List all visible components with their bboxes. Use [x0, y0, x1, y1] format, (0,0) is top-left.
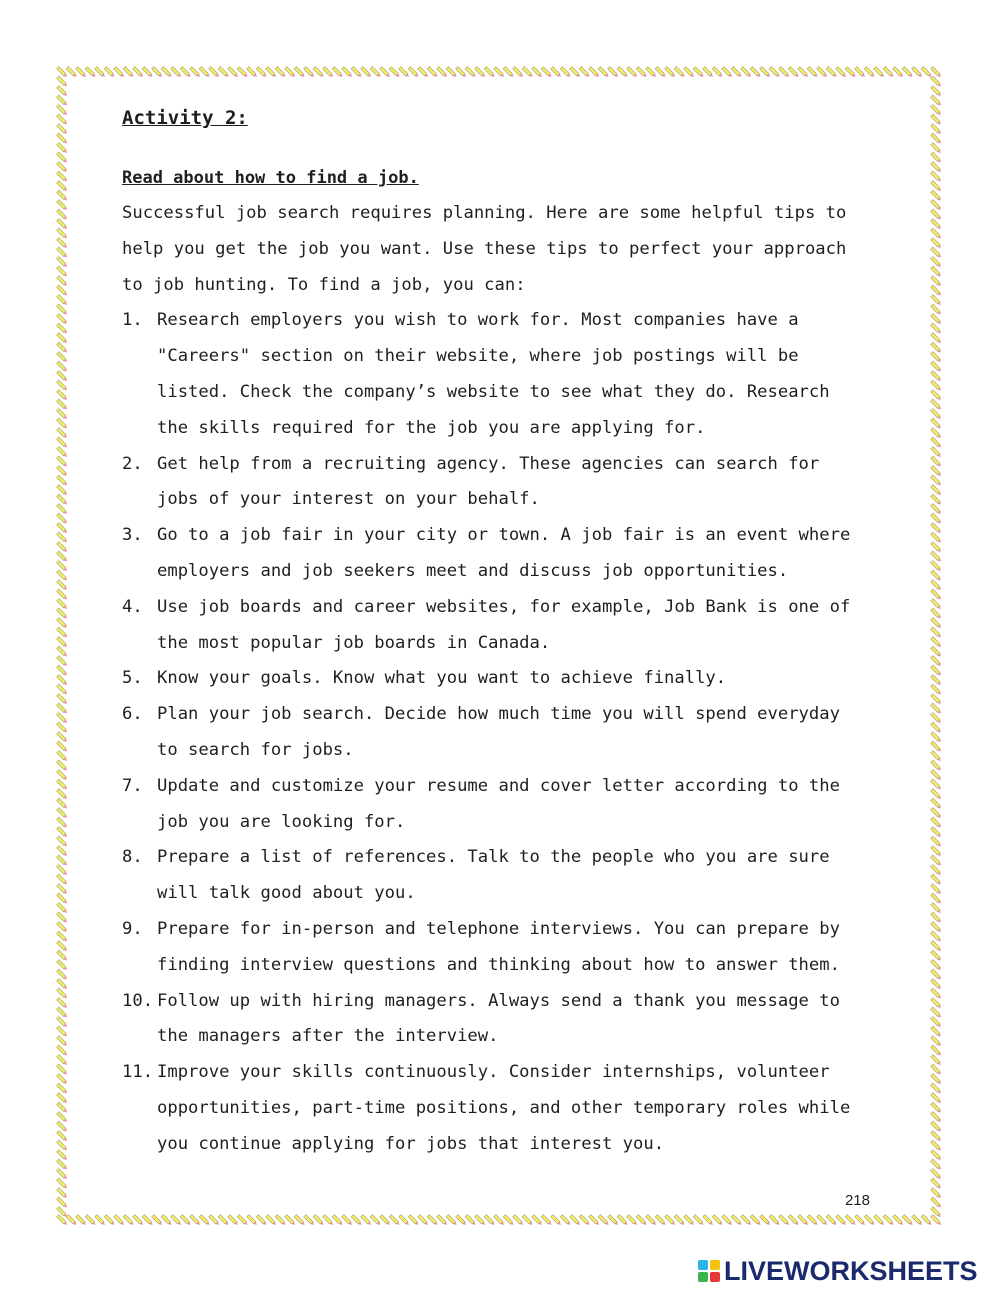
worksheet-content	[122, 100, 862, 1163]
tip-item	[122, 1055, 862, 1162]
tip-text: Prepare a list of references. Talk to the people who you are sure will talk good about you.	[157, 847, 830, 904]
tip-item	[122, 518, 862, 590]
tip-text: Research employers you wish to work for. Most companies have a "Careers" section on their website, where job postings will be listed. Check the company’s website to see what they do. Research the skills required for the job you are applying for.	[157, 310, 830, 438]
tip-text: Follow up with hiring managers. Always send a thank you message to the managers after the interview.	[157, 990, 840, 1047]
activity-title: Activity 2:	[122, 107, 248, 129]
tip-text: Get help from a recruiting agency. These agencies can search for jobs of your interest on your behalf.	[157, 453, 820, 510]
tip-text: Go to a job fair in your city or town. A job fair is an event where employers and job seekers meet and discuss job opportunities.	[157, 525, 851, 581]
tip-number: 3.	[122, 525, 143, 546]
tip-number: 1.	[122, 310, 143, 331]
tip-text: Know your goals. Know what you want to achieve finally.	[157, 668, 727, 689]
tip-number: 11.	[122, 1062, 154, 1083]
tip-item	[122, 590, 862, 662]
tip-number: 10.	[122, 990, 154, 1011]
intro-paragraph: Successful job search requires planning. Here are some helpful tips to help you get the job you want. Use these tips to perfect your approach to job hunting. To find a job, you can:	[122, 203, 847, 295]
tip-item	[122, 697, 862, 769]
tip-number: 5.	[122, 668, 143, 689]
tip-number: 7.	[122, 775, 143, 796]
tip-text: Prepare for in-person and telephone interviews. You can prepare by finding interview questions and thinking about how to answer them.	[157, 918, 840, 975]
tips-list	[122, 303, 862, 1162]
tip-item	[122, 447, 862, 519]
tip-item	[122, 303, 862, 446]
tip-text: Use job boards and career websites, for example, Job Bank is one of the most popular job boards in Canada.	[157, 596, 851, 653]
tip-text: Plan your job search. Decide how much time you will spend everyday to search for jobs.	[157, 704, 840, 760]
tip-number: 4.	[122, 596, 143, 617]
tip-item	[122, 661, 862, 697]
tip-item	[122, 984, 862, 1056]
tip-item	[122, 912, 862, 984]
liveworksheets-logo-icon	[698, 1260, 720, 1282]
tip-number: 9.	[122, 918, 143, 939]
tip-item	[122, 840, 862, 912]
brand-name: LIVEWORKSHEETS	[724, 1255, 978, 1286]
tip-text: Improve your skills continuously. Consider internships, volunteer opportunities, part-time positions, and other temporary roles while you continue applying for jobs that interest you.	[157, 1062, 851, 1154]
tip-number: 6.	[122, 704, 143, 725]
tip-item	[122, 769, 862, 841]
page-number: 218	[844, 1192, 870, 1209]
tip-number: 2.	[122, 453, 143, 474]
tip-text: Update and customize your resume and cover letter according to the job you are looking for.	[157, 775, 840, 832]
liveworksheets-brand[interactable]	[698, 1256, 978, 1286]
tip-number: 8.	[122, 847, 143, 868]
section-heading: Read about how to find a job.	[122, 168, 419, 188]
